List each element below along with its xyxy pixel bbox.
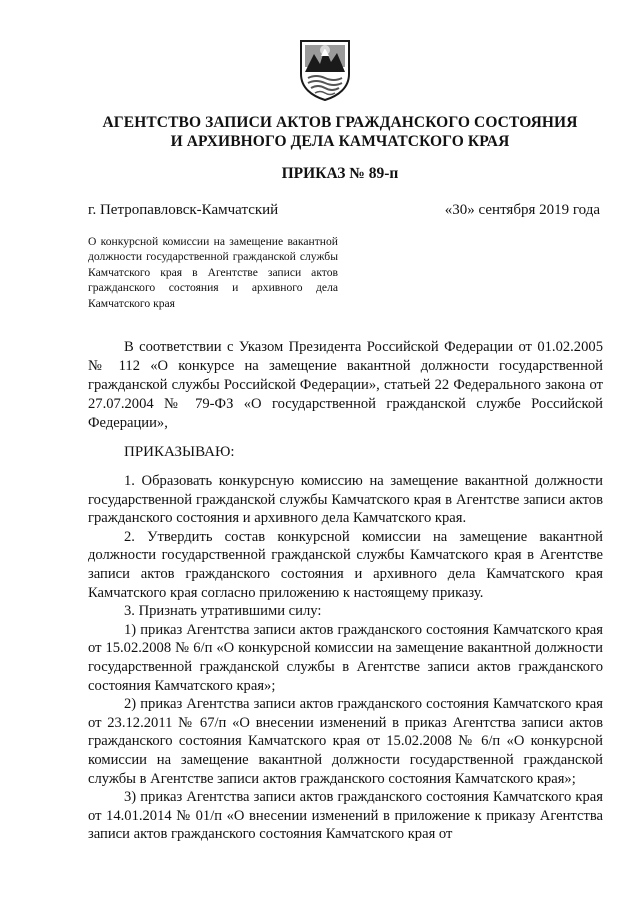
preamble-paragraph: В соответствии с Указом Президента Российской Федерации от 01.02.2005 № 112 «О конкурсе на замещение вакантной должности государственной гражданской службы Российской Федерации», статьей 22 Федерального закона от 27.07.2004 № 79-ФЗ «О государственной гражданской службе Российской Федерации», — [88, 339, 603, 431]
order-date: «30» сентября 2019 года — [444, 202, 600, 218]
order-subitem-1: 1) приказ Агентства записи актов гражданского состояния Камчатского края от 15.02.2008 № 6/п «О конкурсной комиссии на замещение вакантной должности государственной гражданской службы в Агентстве записи актов гражданского состояния Камчатского края»; — [88, 621, 603, 694]
orders-word: ПРИКАЗЫВАЮ: — [124, 444, 235, 460]
order-title: ПРИКАЗ № 89-п — [281, 165, 399, 182]
order-item-3: 3. Признать утратившими силу: — [124, 603, 322, 620]
order-subject: О конкурсной комиссии на замещение вакантной должности государственной гражданской службы Камчатского края в Агентстве записи актов гражданского состояния и архивного дела Камчатского края — [88, 235, 338, 310]
order-subitem-2: 2) приказ Агентства записи актов гражданского состояния Камчатского края от 23.12.2011 № 67/п «О внесении изменений в приказ Агентства записи актов гражданского состояния Камчатского края от 15.02.2008 № 6/п «О конкурсной комиссии на замещение вакантной должности государственной гражданской службы в Агентстве записи актов гражданского состояния Камчатского края»; — [88, 696, 603, 787]
order-item-1: 1. Образовать конкурсную комиссию на замещение вакантной должности государственной гражданской службы Камчатского края в Агентстве записи актов гражданского состояния и архивного дела Камчатского края. — [88, 473, 603, 527]
order-item-2: 2. Утвердить состав конкурсной комиссии на замещение вакантной должности государственной гражданской службы Камчатского края в Агентстве записи актов гражданского состояния и архивного дела Камчатского края Камчатского края согласно приложению к настоящему приказу. — [88, 528, 603, 601]
order-subitem-3: 3) приказ Агентства записи актов гражданского состояния Камчатского края от 14.01.2014 № 01/п «О внесении изменений в приложение к приказу Агентства записи актов гражданского состояния Камчатского края от — [88, 789, 603, 843]
coat-of-arms-icon — [298, 38, 352, 102]
order-place: г. Петропавловск-Камчатский — [88, 202, 279, 218]
agency-name-line2: И АРХИВНОГО ДЕЛА КАМЧАТСКОГО КРАЯ — [170, 133, 510, 150]
agency-name — [80, 113, 600, 151]
order-items — [88, 472, 603, 844]
agency-name-line1: АГЕНТСТВО ЗАПИСИ АКТОВ ГРАЖДАНСКОГО СОСТОЯНИЯ — [102, 114, 578, 131]
